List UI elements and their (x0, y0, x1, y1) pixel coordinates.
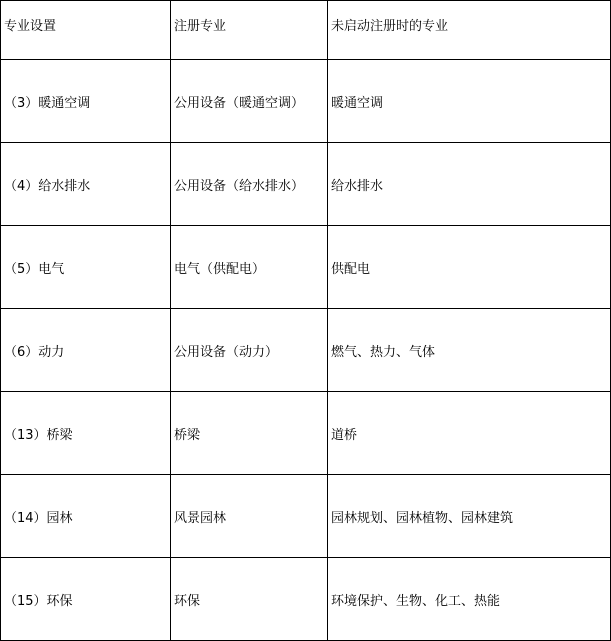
table-cell-major-setting: （4）给水排水 (1, 143, 171, 226)
table-cell-pre-registration-major: 给水排水 (328, 143, 611, 226)
table-cell-registered-major: 电气（供配电） (171, 226, 328, 309)
table-cell-registered-major: 公用设备（动力） (171, 309, 328, 392)
table-row (1, 558, 611, 641)
table-cell-pre-registration-major: 供配电 (328, 226, 611, 309)
table-cell-pre-registration-major: 燃气、热力、气体 (328, 309, 611, 392)
table-cell-pre-registration-major: 道桥 (328, 392, 611, 475)
table-row (1, 143, 611, 226)
column-header-major-setting: 专业设置 (1, 1, 171, 60)
table-cell-registered-major: 公用设备（暖通空调） (171, 60, 328, 143)
table-cell-registered-major: 桥梁 (171, 392, 328, 475)
table-row (1, 392, 611, 475)
table-row (1, 475, 611, 558)
table-row (1, 226, 611, 309)
column-header-pre-registration-major: 未启动注册时的专业 (328, 1, 611, 60)
table-cell-major-setting: （5）电气 (1, 226, 171, 309)
table-cell-major-setting: （3）暖通空调 (1, 60, 171, 143)
table-cell-registered-major: 公用设备（给水排水） (171, 143, 328, 226)
table-header-row (1, 1, 611, 60)
table-cell-registered-major: 风景园林 (171, 475, 328, 558)
table-row (1, 309, 611, 392)
table-cell-pre-registration-major: 园林规划、园林植物、园林建筑 (328, 475, 611, 558)
table-cell-pre-registration-major: 环境保护、生物、化工、热能 (328, 558, 611, 641)
column-header-registered-major: 注册专业 (171, 1, 328, 60)
table-row (1, 60, 611, 143)
table-cell-major-setting: （15）环保 (1, 558, 171, 641)
table-cell-registered-major: 环保 (171, 558, 328, 641)
table-cell-major-setting: （13）桥梁 (1, 392, 171, 475)
table-cell-major-setting: （14）园林 (1, 475, 171, 558)
table-cell-pre-registration-major: 暖通空调 (328, 60, 611, 143)
table-cell-major-setting: （6）动力 (1, 309, 171, 392)
